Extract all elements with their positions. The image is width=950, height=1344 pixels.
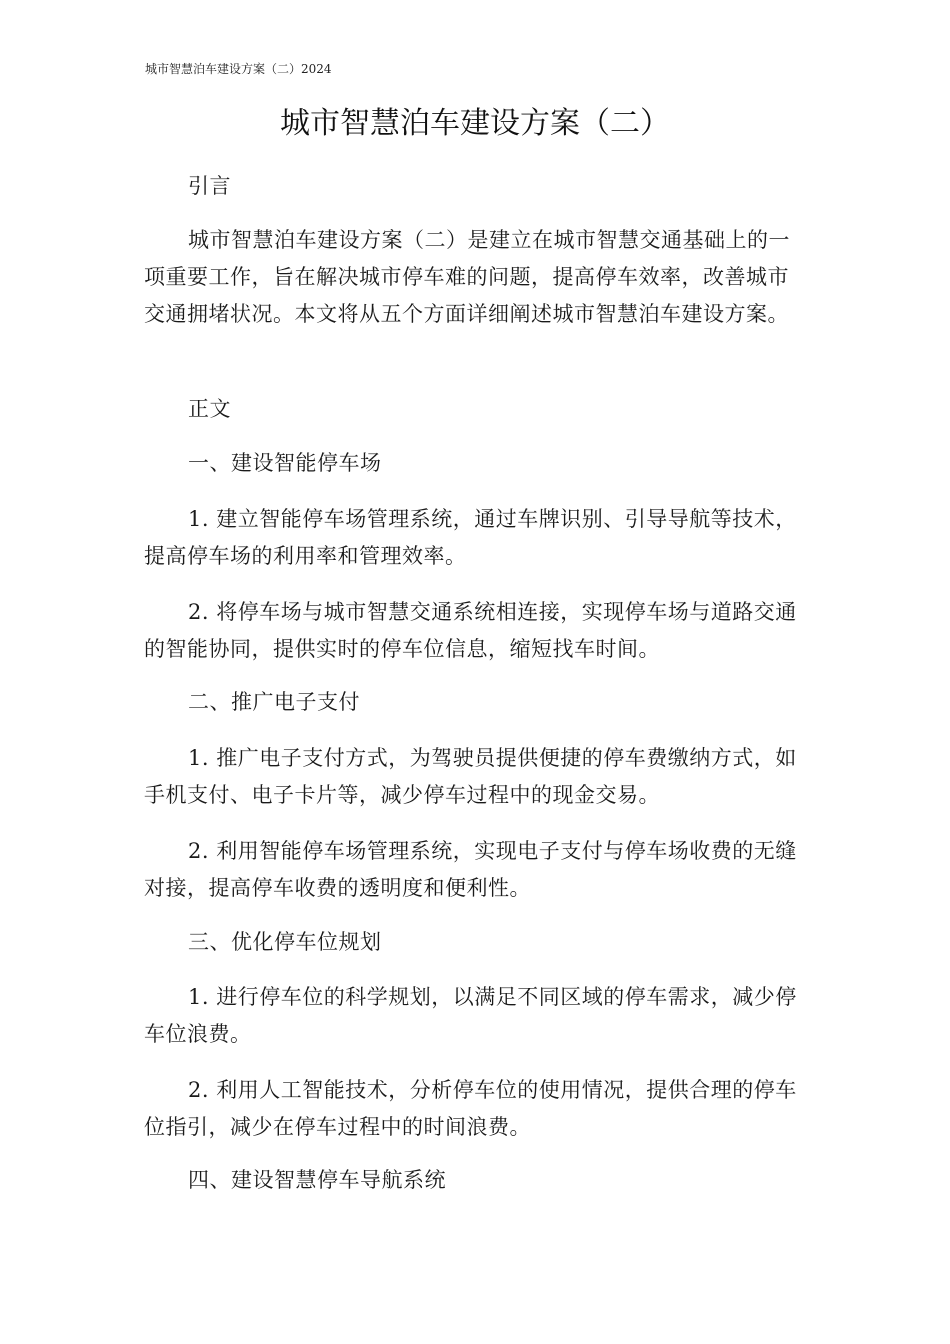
section-paragraph: 1. 建立智能停车场管理系统，通过车牌识别、引导导航等技术，提高停车场的利用率和管理效率。 — [144, 507, 797, 568]
intro-heading: 引言 — [188, 174, 231, 198]
section-heading: 二、推广电子支付 — [188, 690, 360, 714]
section-heading: 一、建设智能停车场 — [188, 451, 382, 475]
section-heading: 三、优化停车位规划 — [188, 930, 382, 954]
section-paragraph: 2. 利用智能停车场管理系统，实现电子支付与停车场收费的无缝对接，提高停车收费的透明度和便利性。 — [144, 839, 797, 900]
document-title: 城市智慧泊车建设方案（二） — [280, 106, 670, 141]
running-header: 城市智慧泊车建设方案（二）2024 — [145, 62, 332, 76]
section-heading: 四、建设智慧停车导航系统 — [188, 1168, 446, 1192]
body-heading: 正文 — [188, 397, 231, 421]
section-paragraph: 2. 利用人工智能技术，分析停车位的使用情况，提供合理的停车位指引，减少在停车过程中的时间浪费。 — [144, 1078, 797, 1139]
section-paragraph: 2. 将停车场与城市智慧交通系统相连接，实现停车场与道路交通的智能协同，提供实时的停车位信息，缩短找车时间。 — [144, 600, 797, 661]
section-paragraph: 1. 推广电子支付方式，为驾驶员提供便捷的停车费缴纳方式，如手机支付、电子卡片等，减少停车过程中的现金交易。 — [144, 746, 797, 807]
intro-paragraph: 城市智慧泊车建设方案（二）是建立在城市智慧交通基础上的一项重要工作，旨在解决城市停车难的问题，提高停车效率，改善城市交通拥堵状况。本文将从五个方面详细阐述城市智慧泊车建设方案。 — [144, 228, 790, 326]
section-paragraph: 1. 进行停车位的科学规划，以满足不同区域的停车需求，减少停车位浪费。 — [144, 985, 797, 1046]
